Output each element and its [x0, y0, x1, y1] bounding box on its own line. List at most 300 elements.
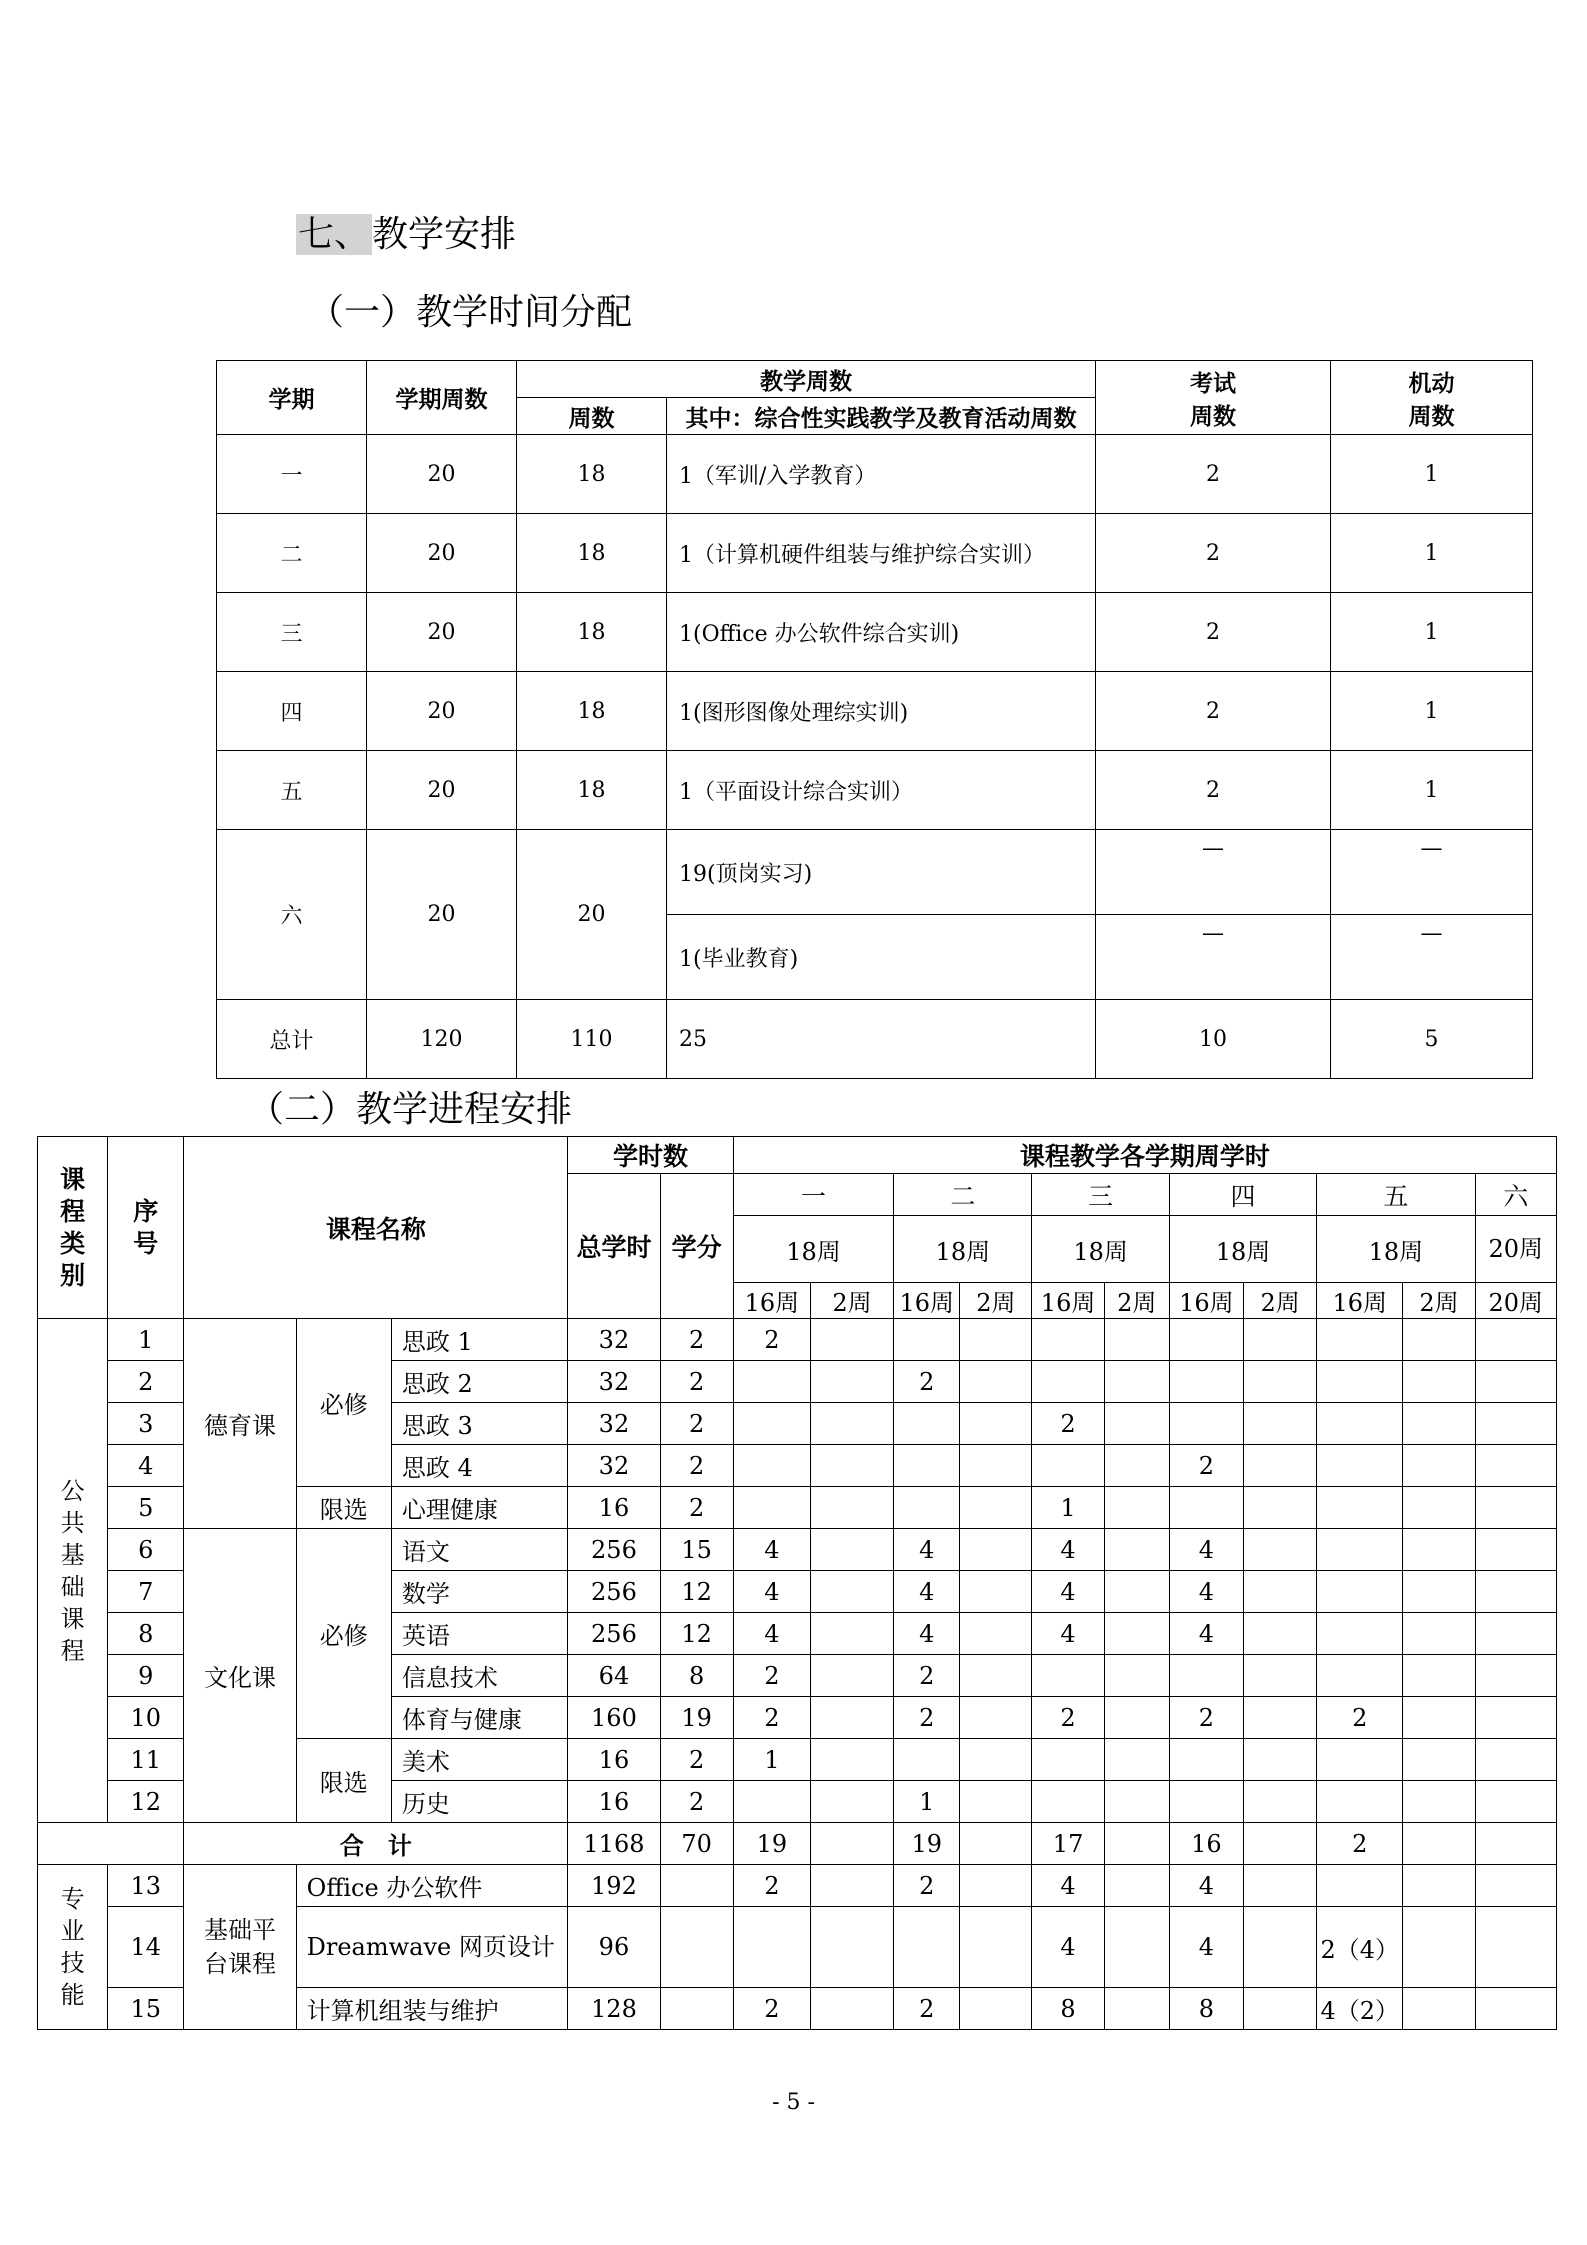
cell-weekly-hours [733, 1487, 810, 1529]
cell-weekly-hours [1032, 1361, 1104, 1403]
cell-weekly-hours [810, 1739, 893, 1781]
th-hours: 学时数 [568, 1137, 733, 1174]
th-weeks: 周数 [517, 398, 667, 435]
cell-weekly-hours [810, 1319, 893, 1361]
cell-weekly-hours [960, 1697, 1032, 1739]
cell-group-base: 基础平台课程 [184, 1865, 296, 2030]
cell-weekly-hours [1244, 1445, 1317, 1487]
cell-weekly-hours [1317, 1865, 1403, 1907]
cell-weekly-hours [1317, 1655, 1403, 1697]
cell-no: 1 [108, 1319, 184, 1361]
cell-weekly-hours [810, 1865, 893, 1907]
cell-weekly-hours [1403, 1403, 1475, 1445]
cell-weekly-hours [810, 1487, 893, 1529]
cell-weekly-hours: 2 [894, 1697, 960, 1739]
cell-total-sw: 120 [367, 1000, 517, 1079]
cell-weekly-hours [1475, 1739, 1556, 1781]
th-no: 序号 [108, 1137, 184, 1319]
cell-weekly-hours [1475, 1529, 1556, 1571]
cell-weekly-hours [733, 1361, 810, 1403]
cell-weekly-hours [960, 1655, 1032, 1697]
cell-weekly-hours [894, 1739, 960, 1781]
cell-total-p: 25 [667, 1000, 1096, 1079]
th-sem-6: 六 [1475, 1174, 1556, 1216]
cell-no: 14 [108, 1907, 184, 1988]
cell-sem: 四 [217, 672, 367, 751]
cell-weekly-hours [1475, 1655, 1556, 1697]
cell-weekly-hours [960, 1988, 1032, 2030]
cell-total-hours: 16 [568, 1739, 660, 1781]
th-subweek-16: 16周 [894, 1283, 960, 1319]
th-total-hours: 总学时 [568, 1174, 660, 1319]
cell-weekly-hours: 4 [733, 1529, 810, 1571]
cell-total-hours: 16 [568, 1487, 660, 1529]
cell-sem: 二 [217, 514, 367, 593]
cell-sem: 三 [217, 593, 367, 672]
cell-p: 1（计算机硬件组装与维护综合实训） [667, 514, 1096, 593]
cell-weekly-hours [1475, 1487, 1556, 1529]
cell-weekly-hours [1104, 1907, 1169, 1988]
cell-weekly-hours [894, 1907, 960, 1988]
cell-weekly-hours [1104, 1613, 1169, 1655]
cell-credits [660, 1988, 733, 2030]
cell-weekly-hours [1032, 1781, 1104, 1823]
cell-weekly-hours [1244, 1319, 1317, 1361]
th-subweek-2: 2周 [960, 1283, 1032, 1319]
cell-total-hours: 32 [568, 1361, 660, 1403]
page-number: - 5 - [772, 2090, 815, 2115]
cell-weekly-hours [1104, 1739, 1169, 1781]
cell-weekly-hours: 4 [1169, 1865, 1243, 1907]
cell-weekly-hours: 4 [894, 1529, 960, 1571]
cell-weekly-hours [1403, 1739, 1475, 1781]
cell-weekly-hours: 8 [1032, 1988, 1104, 2030]
cell-weekly-hours: 2 [1317, 1823, 1403, 1865]
cell-sem6: 六 [217, 830, 367, 1000]
cell-weekly-hours: 4 [894, 1613, 960, 1655]
cell-weekly-hours: 2 [733, 1655, 810, 1697]
cell-weekly-hours: 19 [894, 1823, 960, 1865]
cell-e: 2 [1096, 514, 1331, 593]
cell-weekly-hours: 2 [1317, 1697, 1403, 1739]
cell-weekly-hours [1244, 1613, 1317, 1655]
cell-credits: 12 [660, 1613, 733, 1655]
cell-weekly-hours [1244, 1571, 1317, 1613]
cell-course-name: 英语 [391, 1613, 567, 1655]
teaching-progress-table [37, 1136, 1557, 2030]
cell-weekly-hours [810, 1697, 893, 1739]
cell-weekly-hours: 19 [733, 1823, 810, 1865]
cell-f: 1 [1331, 672, 1533, 751]
cell-weekly-hours [894, 1403, 960, 1445]
cell-weekly-hours: 4 [1032, 1865, 1104, 1907]
cell-weekly-hours [960, 1613, 1032, 1655]
cell-p: 1(图形图像处理综实训) [667, 672, 1096, 751]
cell-weekly-hours [1475, 1865, 1556, 1907]
cell-weekly-hours [1475, 1319, 1556, 1361]
cell-credits: 12 [660, 1571, 733, 1613]
cell-weekly-hours: 1 [1032, 1487, 1104, 1529]
cell-weekly-hours [1475, 1361, 1556, 1403]
cell-weekly-hours: 8 [1169, 1988, 1243, 2030]
cell-e: 2 [1096, 672, 1331, 751]
cell-weekly-hours [1104, 1445, 1169, 1487]
cell-weekly-hours [1475, 1613, 1556, 1655]
cell-weekly-hours [1403, 1361, 1475, 1403]
th-subweek-2: 2周 [1244, 1283, 1317, 1319]
cell-total-hours: 128 [568, 1988, 660, 2030]
table-row [38, 1529, 1557, 1571]
cell-course-name: 体育与健康 [391, 1697, 567, 1739]
cell-weekly-hours [1317, 1613, 1403, 1655]
cell-weekly-hours [1317, 1319, 1403, 1361]
table-row [217, 435, 1533, 514]
th-sem-5: 五 [1317, 1174, 1475, 1216]
table-row [38, 1319, 1557, 1361]
cell-total-hours: 32 [568, 1319, 660, 1361]
cell-weekly-hours: 2 [894, 1361, 960, 1403]
cell-weekly-hours [960, 1781, 1032, 1823]
cell-no: 7 [108, 1571, 184, 1613]
cell-weekly-hours [1317, 1487, 1403, 1529]
th-subweek-2: 2周 [1104, 1283, 1169, 1319]
cell-weekly-hours [1104, 1781, 1169, 1823]
cell-credits: 2 [660, 1319, 733, 1361]
cell-e: 2 [1096, 593, 1331, 672]
cell-credits: 15 [660, 1529, 733, 1571]
cell-weekly-hours [1317, 1361, 1403, 1403]
cell-weekly-hours: 2 [733, 1697, 810, 1739]
cell-sw: 20 [367, 593, 517, 672]
cell-course-name: Dreamwave 网页设计 [296, 1907, 568, 1988]
cell-weekly-hours [1104, 1697, 1169, 1739]
cell-weekly-hours [733, 1907, 810, 1988]
cell-course-name: 信息技术 [391, 1655, 567, 1697]
cell-weekly-hours [1244, 1487, 1317, 1529]
cell-total-hours: 160 [568, 1697, 660, 1739]
cell-weekly-hours: 2 [1169, 1697, 1243, 1739]
cell-weekly-hours [1104, 1988, 1169, 2030]
cell-weekly-hours [1475, 1403, 1556, 1445]
cell-weekly-hours [1032, 1445, 1104, 1487]
cell-weekly-hours [960, 1907, 1032, 1988]
cell-weekly-hours [1317, 1445, 1403, 1487]
cell-no: 5 [108, 1487, 184, 1529]
cell-weekly-hours [960, 1823, 1032, 1865]
cell-w: 18 [517, 435, 667, 514]
cell-weekly-hours [1169, 1487, 1243, 1529]
cell-weekly-hours [810, 1613, 893, 1655]
cell-w: 18 [517, 593, 667, 672]
th-subweek-16: 16周 [1032, 1283, 1104, 1319]
cell-weekly-hours: 4（2） [1317, 1988, 1403, 2030]
th-sem-4: 四 [1169, 1174, 1316, 1216]
cell-weekly-hours [1244, 1403, 1317, 1445]
cell-weekly-hours: 2 [1032, 1697, 1104, 1739]
cell-course-name: 思政 2 [391, 1361, 567, 1403]
cell-weekly-hours [1244, 1361, 1317, 1403]
cell-weekly-hours: 2 [1032, 1403, 1104, 1445]
cell-weekly-hours [1403, 1655, 1475, 1697]
cell-weekly-hours: 4 [1169, 1613, 1243, 1655]
cell-sem6-practice1: 19(顶岗实习) [667, 830, 1096, 915]
cell-limited: 限选 [296, 1739, 391, 1823]
cell-sem6-flex2: — [1331, 915, 1533, 1000]
cell-course-name: 历史 [391, 1781, 567, 1823]
cell-group-culture: 文化课 [184, 1529, 296, 1823]
cell-total-w: 110 [517, 1000, 667, 1079]
th-semester-weeks: 学期周数 [367, 361, 517, 435]
cell-p: 1（军训/入学教育） [667, 435, 1096, 514]
cell-weekly-hours: 4 [733, 1613, 810, 1655]
cell-total-label: 总计 [217, 1000, 367, 1079]
cell-weekly-hours [1244, 1529, 1317, 1571]
cell-weekly-hours [810, 1529, 893, 1571]
subsection-title-time: （一）教学时间分配 [308, 292, 633, 333]
cell-credits [660, 1907, 733, 1988]
cell-weekly-hours [1244, 1739, 1317, 1781]
cell-weekly-hours [894, 1487, 960, 1529]
cell-credits: 19 [660, 1697, 733, 1739]
cell-weekly-hours [1169, 1781, 1243, 1823]
th-subweek-20: 20周 [1475, 1283, 1556, 1319]
heading-highlight: 七、 [298, 214, 371, 255]
cell-weekly-hours [1032, 1739, 1104, 1781]
cell-no: 8 [108, 1613, 184, 1655]
cell-required: 必修 [296, 1319, 391, 1487]
cell-credits: 8 [660, 1655, 733, 1697]
th-subweek-16: 16周 [1317, 1283, 1403, 1319]
table-row [217, 514, 1533, 593]
cell-total-hours: 16 [568, 1781, 660, 1823]
cell-weekly-hours [810, 1988, 893, 2030]
cell-weekly-hours [1104, 1823, 1169, 1865]
th-subweek-16: 16周 [1169, 1283, 1243, 1319]
cell-no: 6 [108, 1529, 184, 1571]
cell-f: 1 [1331, 514, 1533, 593]
cell-total-hours: 32 [568, 1445, 660, 1487]
cell-no: 15 [108, 1988, 184, 2030]
cell-weekly-hours: 2 [733, 1865, 810, 1907]
cell-weekly-hours [1475, 1697, 1556, 1739]
table-row [217, 593, 1533, 672]
cell-weekly-hours [1403, 1697, 1475, 1739]
section-heading [296, 205, 516, 265]
cell-e: 2 [1096, 435, 1331, 514]
cell-weekly-hours [1475, 1988, 1556, 2030]
cell-weekly-hours [1104, 1865, 1169, 1907]
th-exam-l1: 考试 [1190, 369, 1236, 397]
cell-course-name: 思政 1 [391, 1319, 567, 1361]
cell-blank [38, 1823, 184, 1865]
cell-credits: 2 [660, 1487, 733, 1529]
cell-weekly-hours [1104, 1529, 1169, 1571]
cell-group-moral: 德育课 [184, 1319, 296, 1529]
cell-total-hours: 256 [568, 1529, 660, 1571]
th-weeks-4: 18周 [1169, 1216, 1316, 1283]
cell-weekly-hours: 2（4） [1317, 1907, 1403, 1988]
cell-course-name: 语文 [391, 1529, 567, 1571]
cell-weekly-hours [1475, 1571, 1556, 1613]
cell-weekly-hours [1317, 1403, 1403, 1445]
cell-weekly-hours: 2 [894, 1865, 960, 1907]
cell-weekly-hours: 4 [1032, 1571, 1104, 1613]
th-subweek-2: 2周 [1403, 1283, 1475, 1319]
cell-total-f: 5 [1331, 1000, 1533, 1079]
cell-no: 12 [108, 1781, 184, 1823]
cell-weekly-hours [1244, 1781, 1317, 1823]
th-weeks-5: 18周 [1317, 1216, 1475, 1283]
cell-weekly-hours [1317, 1781, 1403, 1823]
cell-weekly-hours [1317, 1739, 1403, 1781]
cell-weekly-hours [1403, 1445, 1475, 1487]
cell-f: 1 [1331, 435, 1533, 514]
cell-sw: 20 [367, 514, 517, 593]
cell-weekly-hours [1475, 1823, 1556, 1865]
cell-weekly-hours [1169, 1319, 1243, 1361]
cell-total-hours: 256 [568, 1571, 660, 1613]
cell-weekly-hours: 1 [894, 1781, 960, 1823]
cell-total-hours: 64 [568, 1655, 660, 1697]
cell-sw: 20 [367, 435, 517, 514]
cell-weekly-hours [894, 1445, 960, 1487]
th-course-name: 课程名称 [184, 1137, 568, 1319]
cell-weekly-hours [1104, 1487, 1169, 1529]
cell-weekly-hours [1169, 1655, 1243, 1697]
cell-no: 9 [108, 1655, 184, 1697]
cell-course-name: 思政 4 [391, 1445, 567, 1487]
th-exam-l2: 周数 [1190, 402, 1236, 430]
th-flex-l1: 机动 [1408, 369, 1455, 397]
cell-weekly-hours: 1 [733, 1739, 810, 1781]
cell-weekly-hours [1403, 1907, 1475, 1988]
cell-weekly-hours [810, 1907, 893, 1988]
cell-weekly-hours: 4 [1032, 1907, 1104, 1988]
cell-sem6-weeks: 20 [367, 830, 517, 1000]
cell-weekly-hours: 4 [1169, 1529, 1243, 1571]
cell-weekly-hours: 16 [1169, 1823, 1243, 1865]
th-semester: 学期 [217, 361, 367, 435]
cell-weekly-hours [1403, 1865, 1475, 1907]
cell-weekly-hours: 4 [733, 1571, 810, 1613]
table-row [217, 672, 1533, 751]
cell-e: 2 [1096, 751, 1331, 830]
cell-w: 18 [517, 514, 667, 593]
cell-total-e: 10 [1096, 1000, 1331, 1079]
cell-weekly-hours [960, 1319, 1032, 1361]
cell-credits: 2 [660, 1361, 733, 1403]
cell-weekly-hours [1104, 1403, 1169, 1445]
cell-sem: 一 [217, 435, 367, 514]
subsection-title-progress: （二）教学进程安排 [248, 1089, 573, 1130]
cell-weekly-hours [1169, 1361, 1243, 1403]
cell-course-name: 数学 [391, 1571, 567, 1613]
cell-weekly-hours [1244, 1823, 1317, 1865]
teaching-time-table [216, 360, 1533, 1079]
cell-p: 1（平面设计综合实训） [667, 751, 1096, 830]
table-row [38, 1865, 1557, 1907]
th-flex-weeks [1331, 361, 1533, 435]
cell-total-hours: 32 [568, 1403, 660, 1445]
cell-weekly-hours [1104, 1571, 1169, 1613]
cell-weekly-hours [1032, 1319, 1104, 1361]
cell-weekly-hours [810, 1403, 893, 1445]
th-flex-l2: 周数 [1408, 402, 1455, 430]
cell-no: 10 [108, 1697, 184, 1739]
cell-total-hours: 256 [568, 1613, 660, 1655]
cell-sw: 20 [367, 672, 517, 751]
cell-p: 1(Office 办公软件综合实训) [667, 593, 1096, 672]
cell-credits: 2 [660, 1781, 733, 1823]
cell-credits: 2 [660, 1403, 733, 1445]
cell-weekly-hours [1475, 1445, 1556, 1487]
cell-w: 18 [517, 672, 667, 751]
cell-weekly-hours [1403, 1319, 1475, 1361]
cell-f: 1 [1331, 751, 1533, 830]
th-weeks-3: 18周 [1032, 1216, 1169, 1283]
cell-weekly-hours [960, 1487, 1032, 1529]
cell-weekly-hours [810, 1781, 893, 1823]
cell-weekly-hours [1403, 1988, 1475, 2030]
cell-sem6-flex1: — [1331, 830, 1533, 915]
cell-sem6-teach: 20 [517, 830, 667, 1000]
th-sem-3: 三 [1032, 1174, 1169, 1216]
cell-weekly-hours [1244, 1865, 1317, 1907]
th-weeks-6: 20周 [1475, 1216, 1556, 1283]
cell-weekly-hours [1169, 1403, 1243, 1445]
cell-weekly-hours [1403, 1487, 1475, 1529]
cell-weekly-hours [733, 1781, 810, 1823]
cell-weekly-hours [733, 1445, 810, 1487]
cell-sem6-practice2: 1(毕业教育) [667, 915, 1096, 1000]
cell-weekly-hours [1244, 1907, 1317, 1988]
cell-weekly-hours [894, 1319, 960, 1361]
cell-weekly-hours [810, 1571, 893, 1613]
cell-weekly-hours [1104, 1361, 1169, 1403]
cell-weekly-hours: 17 [1032, 1823, 1104, 1865]
cell-weekly-hours [1104, 1655, 1169, 1697]
cell-limited: 限选 [296, 1487, 391, 1529]
cell-weekly-hours [1475, 1907, 1556, 1988]
th-category: 课程类别 [38, 1137, 108, 1319]
th-sem-1: 一 [733, 1174, 893, 1216]
th-subweek-2: 2周 [810, 1283, 893, 1319]
th-teaching-weeks: 教学周数 [517, 361, 1096, 398]
cell-weekly-hours [810, 1445, 893, 1487]
cell-weekly-hours [1169, 1739, 1243, 1781]
cell-weekly-hours: 4 [1169, 1907, 1243, 1988]
cell-f: 1 [1331, 593, 1533, 672]
cell-w: 18 [517, 751, 667, 830]
cell-sem6-exam2: — [1096, 915, 1331, 1000]
th-sem-2: 二 [894, 1174, 1032, 1216]
cell-credits [660, 1865, 733, 1907]
cell-credits: 70 [660, 1823, 733, 1865]
cell-course-name: 计算机组装与维护 [296, 1988, 568, 2030]
cell-weekly-hours [1403, 1529, 1475, 1571]
cell-required: 必修 [296, 1529, 391, 1739]
th-weekly-hours: 课程教学各学期周学时 [733, 1137, 1556, 1174]
cell-weekly-hours [810, 1361, 893, 1403]
cell-weekly-hours [1032, 1655, 1104, 1697]
cell-weekly-hours: 2 [733, 1319, 810, 1361]
th-exam-weeks [1096, 361, 1331, 435]
heading-text: 教学安排 [372, 214, 517, 255]
cell-weekly-hours [1244, 1697, 1317, 1739]
cell-weekly-hours: 2 [1169, 1445, 1243, 1487]
cell-no: 2 [108, 1361, 184, 1403]
cell-credits: 2 [660, 1445, 733, 1487]
